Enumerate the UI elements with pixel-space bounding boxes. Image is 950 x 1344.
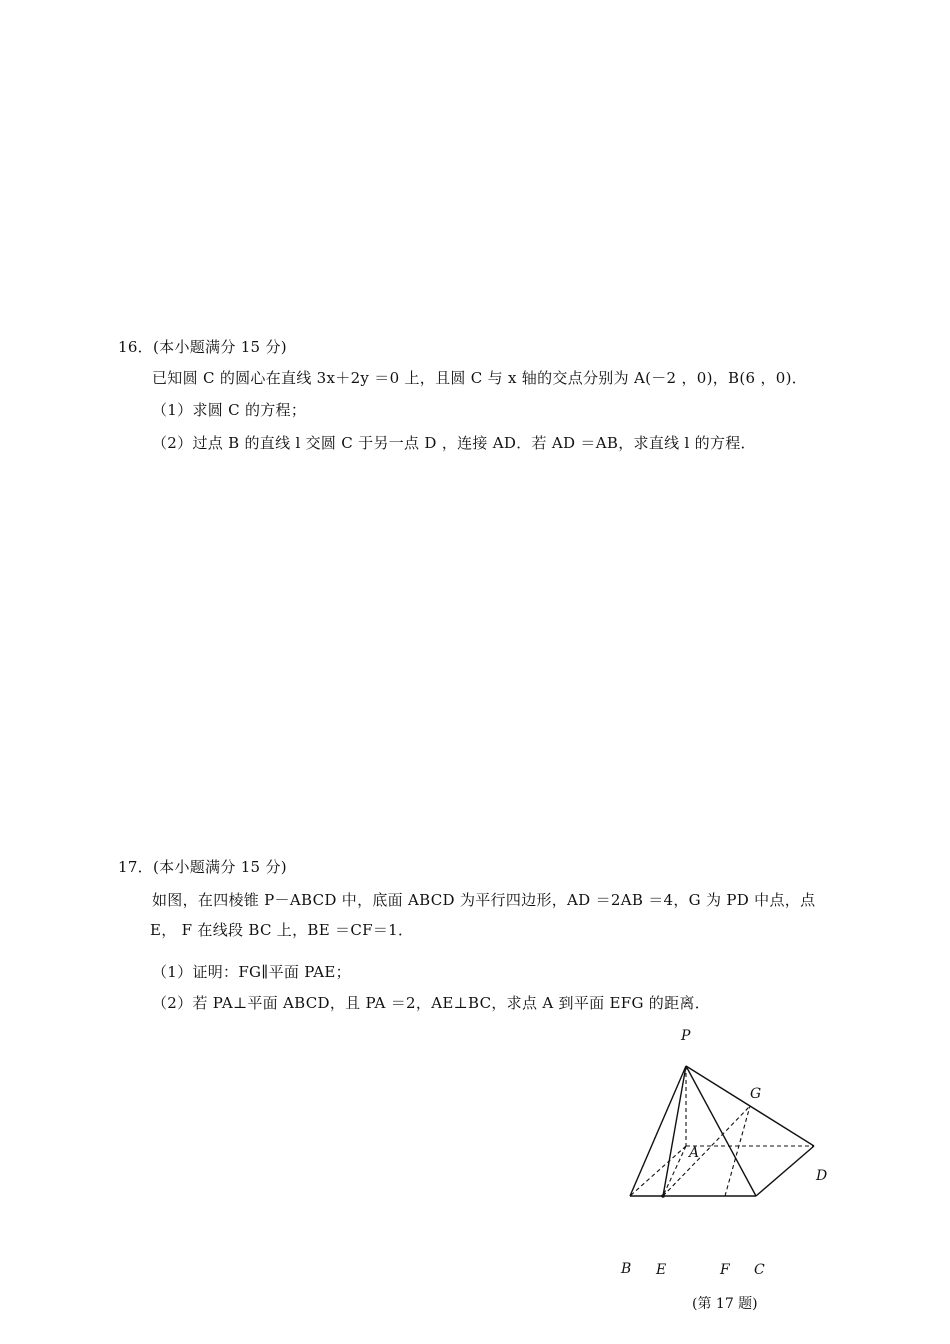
- q17-stem-line1: 如图，在四棱锥 P－ABCD 中，底面 ABCD 为平行四边形，AD ＝2AB ＝4，G 为 PD 中点，点: [152, 891, 816, 909]
- label-P: P: [681, 1028, 691, 1044]
- q16-part2: （2）过点 B 的直线 l 交圆 C 于另一点 D ，连接 AD．若 AD ＝AB，求直线 l 的方程．: [152, 434, 756, 452]
- label-D: D: [816, 1168, 828, 1184]
- label-A: A: [689, 1145, 700, 1161]
- figure-caption: (第 17 题): [692, 1296, 758, 1312]
- label-C: C: [754, 1262, 765, 1278]
- edge-AB: [630, 1146, 686, 1196]
- q16-header: 16．(本小题满分 15 分): [118, 338, 287, 356]
- pyramid-figure: [600, 1020, 850, 1320]
- label-E: E: [656, 1262, 667, 1278]
- edge-PE: [663, 1066, 686, 1196]
- edge-AE: [663, 1146, 686, 1196]
- label-G: G: [750, 1086, 762, 1102]
- point-E: [661, 1194, 665, 1198]
- q17-part1: （1）证明：FG∥平面 PAE；: [152, 963, 351, 981]
- q16-stem: 已知圆 C 的圆心在直线 3x＋2y ＝0 上，且圆 C 与 x 轴的交点分别为 A(－2 ，0)，B(6 ，0)．: [152, 369, 808, 387]
- q17-part2: （2）若 PA⊥平面 ABCD，且 PA ＝2，AE⊥BC，求点 A 到平面 EFG 的距离．: [152, 994, 711, 1012]
- label-B: B: [621, 1261, 632, 1277]
- edge-CD: [756, 1146, 814, 1196]
- edge-PB: [630, 1066, 686, 1196]
- edge-PC: [686, 1066, 756, 1196]
- q17-stem-line2: E， F 在线段 BC 上，BE ＝CF＝1．: [150, 921, 414, 939]
- q16-part1: （1）求圆 C 的方程；: [152, 401, 307, 419]
- label-F: F: [720, 1262, 730, 1278]
- q17-header: 17．(本小题满分 15 分): [118, 858, 287, 876]
